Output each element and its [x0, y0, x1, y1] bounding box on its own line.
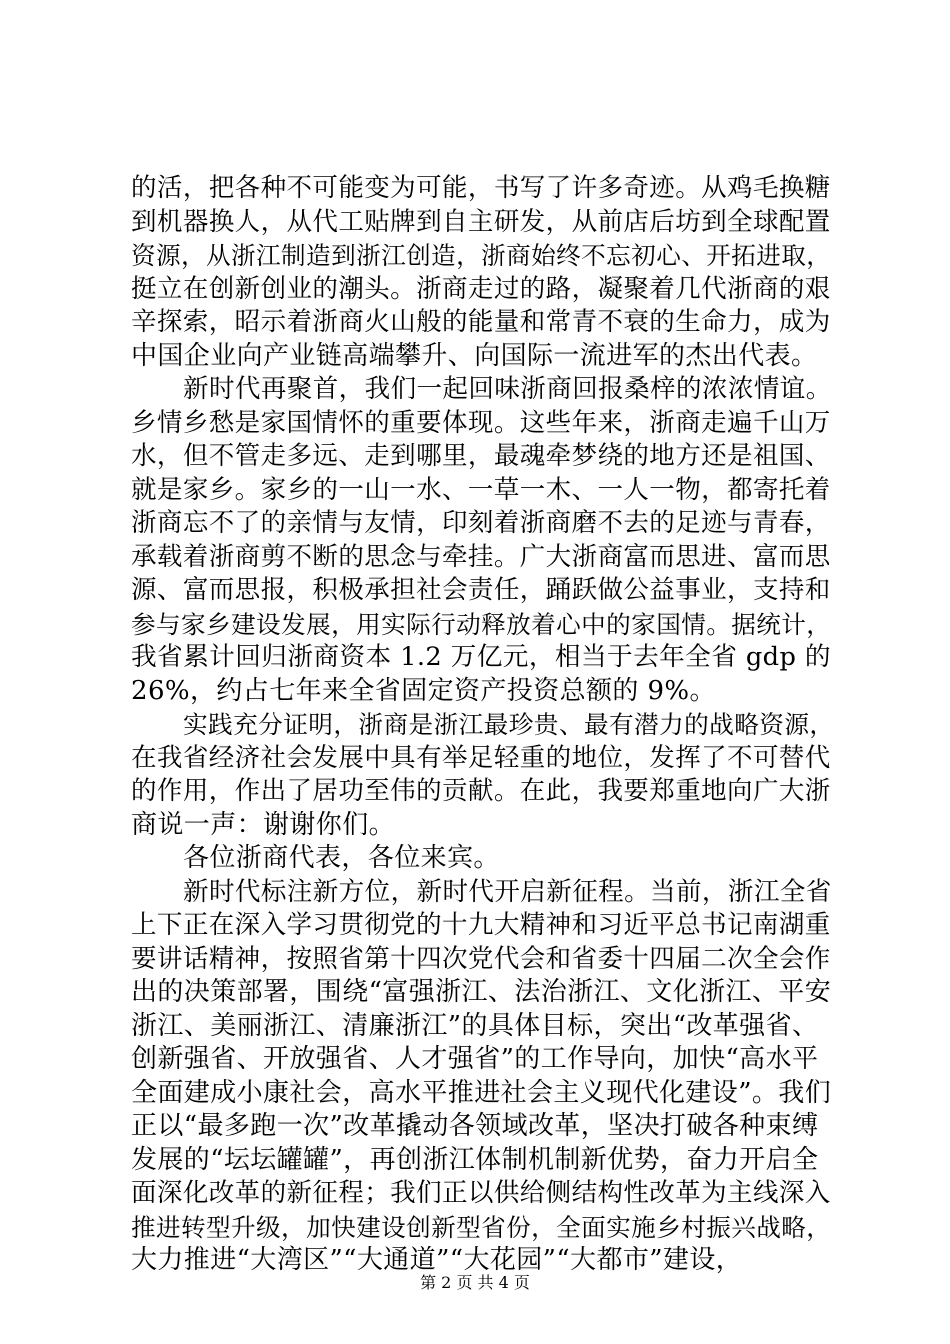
text-line: 商说一声：谢谢你们。: [131, 809, 396, 840]
text-line: 参与家乡建设发展，用实际行动释放着心中的家国情。据统计，: [131, 609, 832, 639]
text-line: 的活，把各种不可能变为可能，书写了许多奇迹。从鸡毛换糖: [131, 173, 831, 203]
document-body: [131, 172, 835, 1278]
text-line: 出的决策部署，围绕“富强浙江、法治浙江、文化浙江、平安: [131, 977, 832, 1007]
text-line: 乡情乡愁是家国情怀的重要体现。这些年来，浙商走遍千山万: [131, 407, 831, 438]
text-line: 正以“最多跑一次”改革撬动各领域改革，坚决打破各种束缚: [131, 1111, 819, 1141]
text-line: 上下正在深入学习贯彻党的十九大精神和习近平总书记南湖重: [131, 910, 831, 940]
text-line: 我省累计回归浙商资本 1.2 万亿元，相当于去年全省 gdp 的: [131, 642, 831, 672]
text-line: 全面建成小康社会，高水平推进社会主义现代化建设”。我们: [131, 1077, 832, 1108]
text-line: 创新强省、开放强省、人才强省”的工作导向，加快“高水平: [131, 1044, 819, 1074]
text-line: 26%，约占七年来全省固定资产投资总额的 9%。: [131, 675, 716, 706]
paragraph-first-line: 各位浙商代表，各位来宾。: [183, 843, 500, 873]
paragraph-first-line: 新时代标注新方位，新时代开启新征程。当前，浙江全省: [183, 876, 832, 907]
text-line: 浙商忘不了的亲情与友情，印刻着浙商磨不去的足迹与青春，: [131, 508, 831, 538]
text-line: 资源，从浙江制造到浙江创造，浙商始终不忘初心、开拓进取，: [131, 241, 832, 270]
text-line: 水，但不管走多远、走到哪里，最魂牵梦绕的地方还是祖国、: [131, 441, 831, 471]
text-line: 浙江、美丽浙江、清廉浙江”的具体目标，突出“改革强省、: [131, 1010, 819, 1041]
text-line: 推进转型升级，加快建设创新型省份，全面实施乡村振兴战略，: [131, 1212, 832, 1242]
paragraph-first-line: 新时代再聚首，我们一起回味浙商回报桑梓的浓浓情谊。: [183, 374, 832, 404]
text-line: 面深化改革的新征程；我们正以供给侧结构性改革为主线深入: [131, 1178, 831, 1208]
text-line: 承载着浙商剪不断的思念与牵挂。广大浙商富而思进、富而思: [131, 541, 831, 572]
text-line: 就是家乡。家乡的一山一水、一草一木、一人一物，都寄托着: [131, 474, 831, 505]
text-line: 发展的“坛坛罐罐”，再创浙江体制机制新优势，奋力开启全: [131, 1144, 819, 1175]
text-line: 在我省经济社会发展中具有举足轻重的地位，发挥了不可替代: [131, 742, 831, 773]
text-line: 辛探索，昭示着浙商火山般的能量和常青不衰的生命力，成为: [131, 307, 831, 337]
text-line: 挺立在创新创业的潮头。浙商走过的路，凝聚着几代浙商的艰: [131, 273, 831, 304]
text-line: 到机器换人，从代工贴牌到自主研发，从前店后坊到全球配置: [131, 206, 831, 237]
page-footer: [0, 1273, 950, 1293]
text-line: 中国企业向产业链高端攀升、向国际一流进军的杰出代表。: [131, 340, 818, 371]
text-line: 的作用，作出了居功至伟的贡献。在此，我要郑重地向广大浙: [131, 776, 831, 806]
text-line: 要讲话精神，按照省第十四次党代会和省委十四届二次全会作: [131, 943, 831, 974]
text-line: 源、富而思报，积极承担社会责任，踊跃做公益事业，支持和: [131, 575, 831, 605]
text-line: 大力推进“大湾区”“大通道”“大花园”“大都市”建设，: [131, 1245, 743, 1275]
page-number-label: 第 2 页 共 4 页: [420, 1273, 530, 1292]
paragraph-first-line: 实践充分证明，浙商是浙江最珍贵、最有潜力的战略资源，: [183, 710, 835, 739]
